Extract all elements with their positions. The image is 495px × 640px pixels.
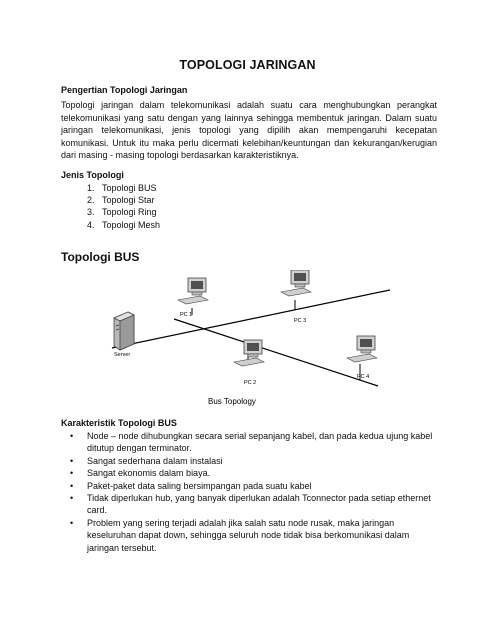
list-label: Topologi Star [102,195,155,206]
bullet-glyph: • [70,480,74,491]
bus-topology-diagram [110,270,395,415]
bullet-glyph: • [70,468,74,479]
bullet-text: Paket-paket data saling bersimpangan pada suatu kabel [87,480,312,491]
list-label: Topologi Ring [102,207,157,218]
list-number: 1. [87,183,95,193]
list-item [61,206,160,218]
pc2-icon [234,340,264,366]
numbered-list-jenis [61,182,160,231]
list-item [61,430,437,455]
section-heading-jenis: Jenis Topologi [61,170,124,180]
paragraph-pengertian: Topologi jaringan dalam telekomunikasi adalah suatu cara menghubungkan perangkat telekomunikasi yang satu dengan yang lainnya sehingga membentuk jaringan. Dalam suatu jaringan telekomunikasi, jenis topologi yang dipilih akan mempengaruhi kecepatan komunikasi. Untuk itu maka perlu dicermati kelebihan/keuntungan dan kekurangan/kerugian dari masing - masing topologi berdasarkan karakteristiknya. [61,100,437,161]
bullet-glyph: • [70,431,74,441]
list-label: Topologi Mesh [102,219,161,230]
section-heading-pengertian: Pengertian Topologi Jaringan [61,85,188,95]
section-heading-karakteristik: Karakteristik Topologi BUS [61,418,177,428]
bullet-glyph: • [70,455,74,466]
list-item [61,194,160,206]
list-item [61,492,437,517]
diagram-caption: Bus Topology [208,397,256,406]
bullet-glyph: • [70,517,74,528]
bus-cable-branch [174,319,378,386]
list-number: 4. [87,219,95,230]
list-item [61,467,437,479]
bullet-text: Sangat ekonomis dalam biaya. [87,468,211,479]
section-heading-bus: Topologi BUS [61,250,140,264]
list-item [61,182,160,194]
bullet-text: Problem yang sering terjadi adalah jika salah satu node rusak, maka jaringan keseluruhan dapat down, sehingga seluruh node tidak bisa berkomunikasi dalam jaringan tersebut. [87,517,410,553]
bullet-text: Tidak diperlukan hub, yang banyak diperlukan adalah Tconnector pada setiap ethernet card. [87,493,431,516]
list-number: 3. [87,207,95,218]
bullet-list-karakteristik [61,430,437,554]
list-item [61,517,437,554]
pc1-icon [178,278,208,304]
pc3-label: PC 3 [294,318,307,324]
server-icon [114,312,134,350]
list-item [61,455,437,467]
list-number: 2. [87,195,95,206]
pc2-label: PC 2 [244,380,257,386]
bullet-text: Sangat sederhana dalam instalasi [87,455,223,466]
pc4-label: PC 4 [357,374,370,380]
bullet-glyph: • [70,493,74,504]
pc3-icon [281,270,311,296]
list-label: Topologi BUS [102,183,157,193]
document-title: TOPOLOGI JARINGAN [179,58,316,72]
pc4-icon [347,336,377,362]
pc1-label: PC 1 [180,312,193,318]
list-item [61,480,437,492]
bus-cable-main [112,290,390,348]
bullet-text: Node – node dihubungkan secara serial sepanjang kabel, dan pada kedua ujung kabel ditutup dengan terminator. [87,431,433,454]
list-item [61,219,160,231]
server-label: Server [114,352,131,358]
